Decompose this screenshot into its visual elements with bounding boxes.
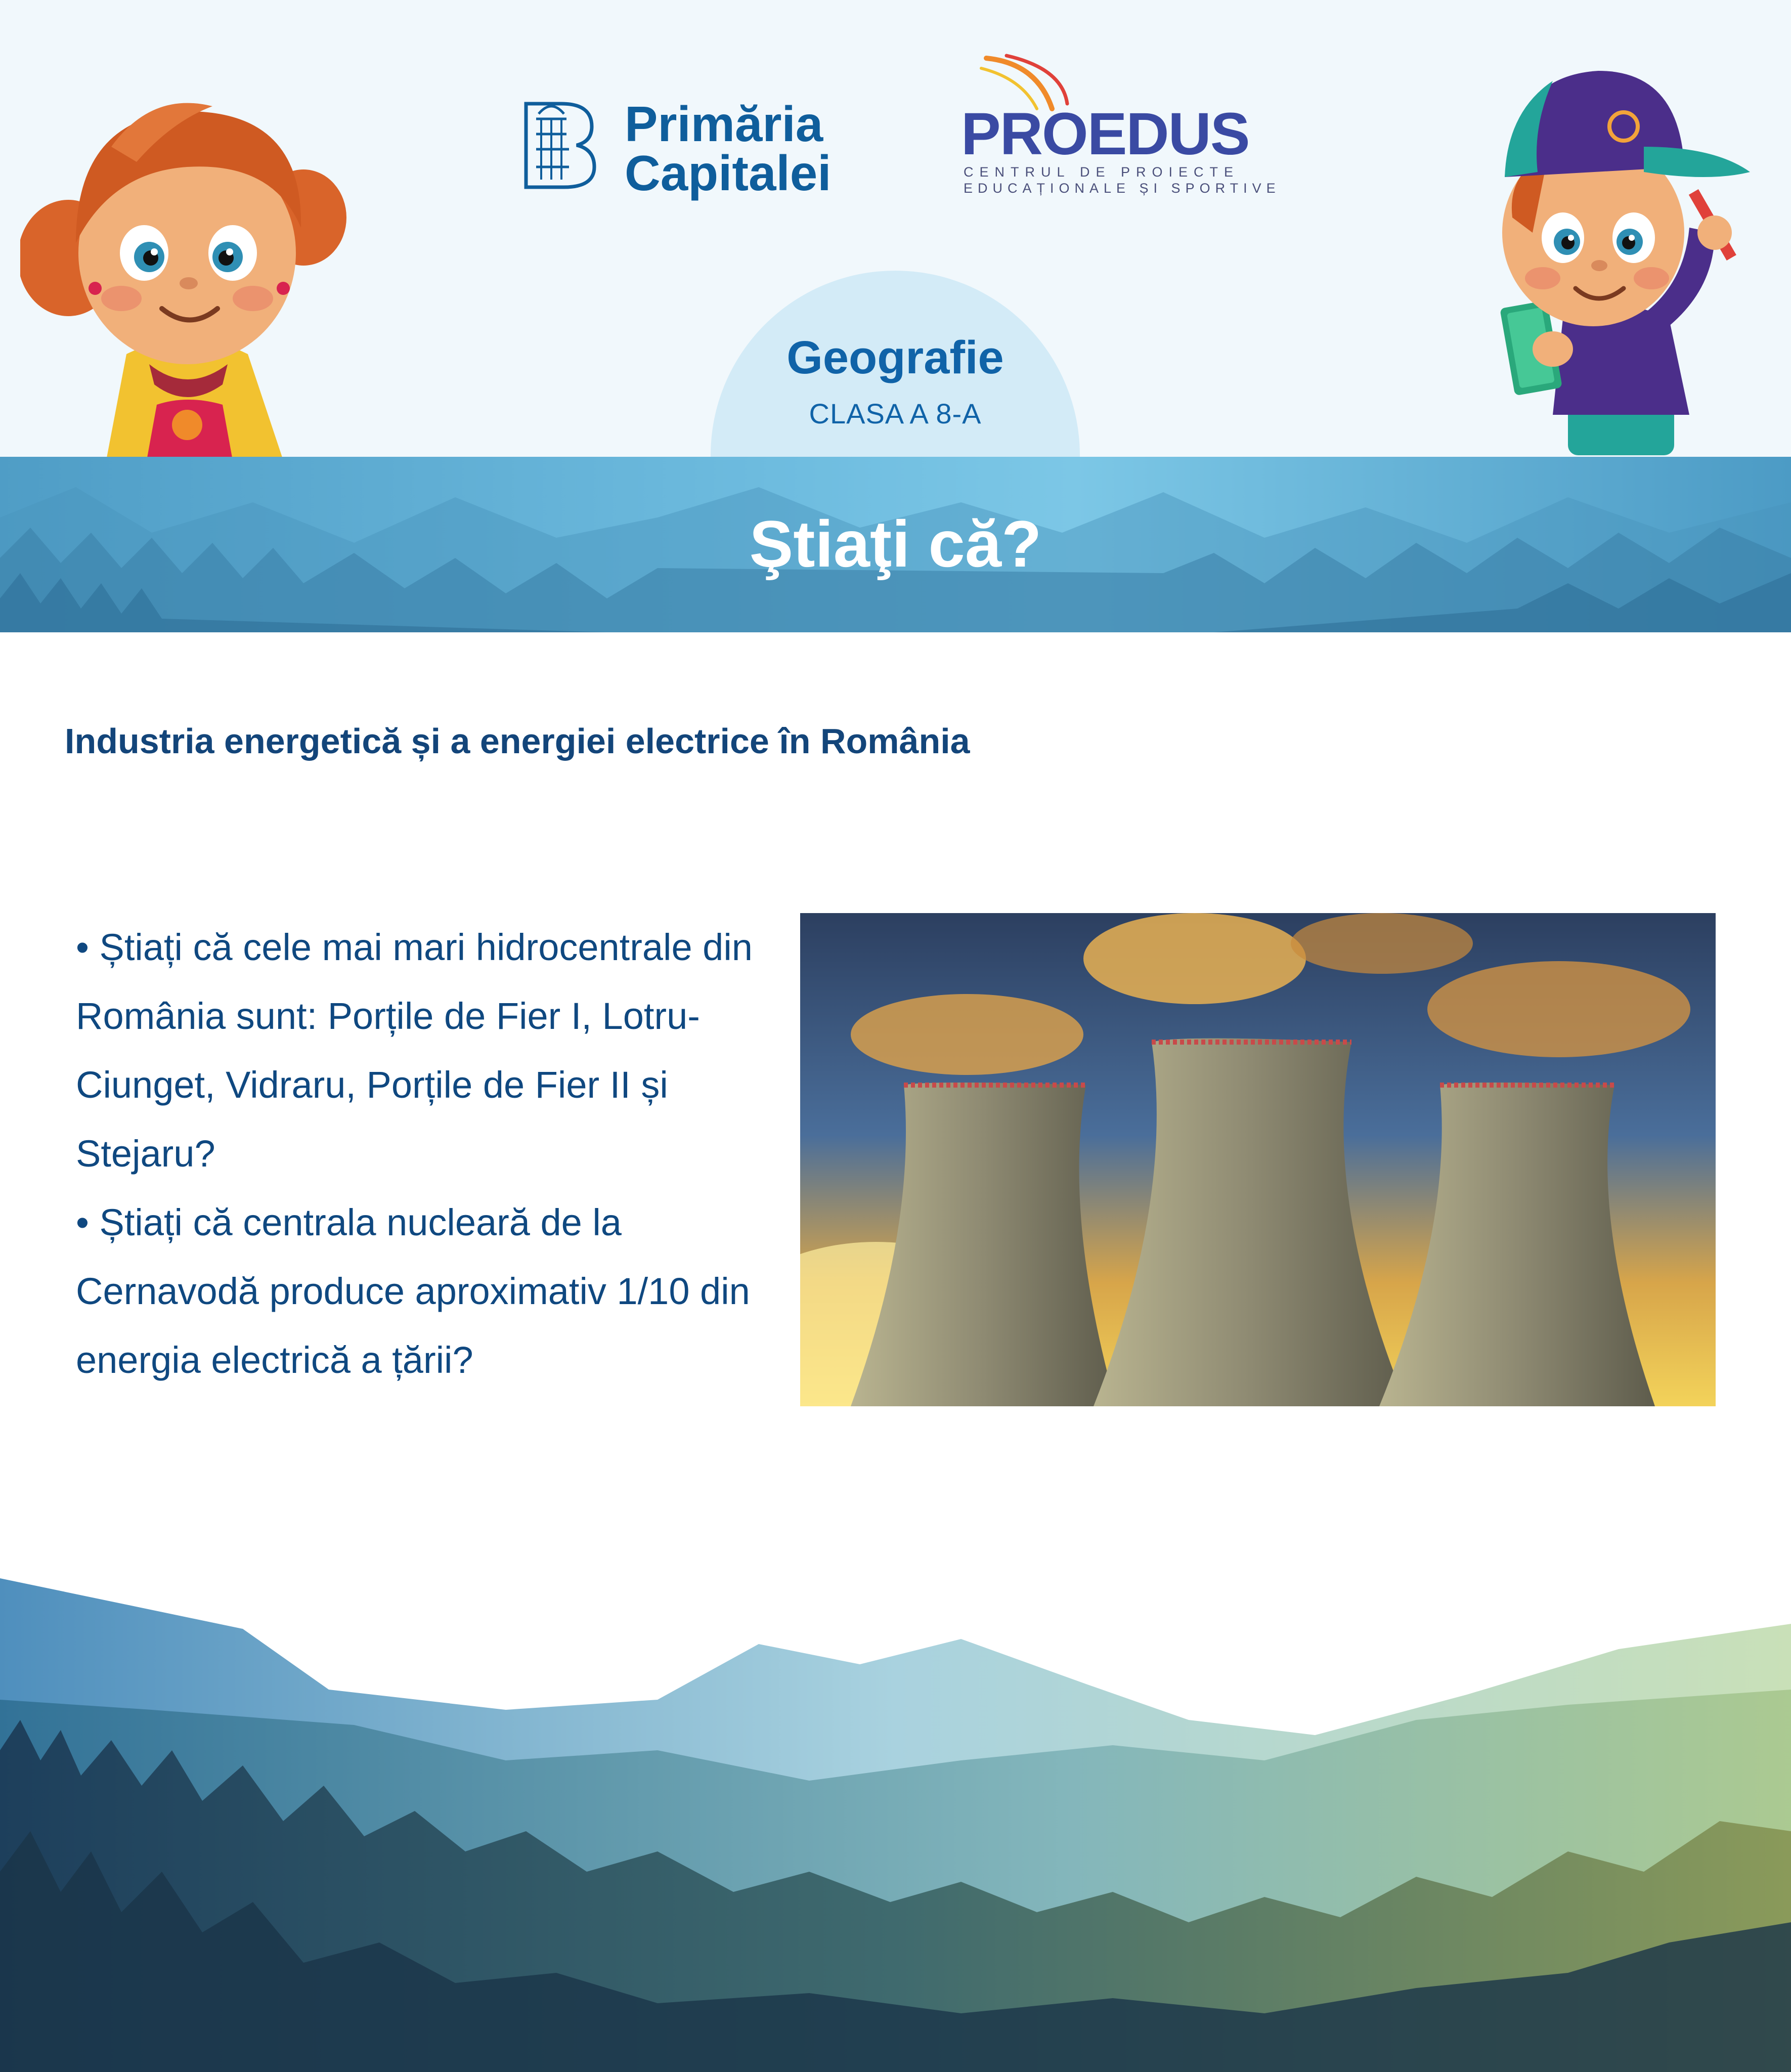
proedus-logo-word: PROEDUS xyxy=(961,101,1249,167)
primaria-logo-line2: Capitalei xyxy=(625,145,832,201)
boy-mascot-illustration xyxy=(1477,51,1760,460)
building-b-icon xyxy=(521,99,597,190)
grade-label: CLASA A 8-A xyxy=(809,398,982,429)
section-heading: Industria energetică și a energiei electrice în România xyxy=(65,721,970,761)
fact-item: • Știați că centrala nucleară de la Cernavodă produce aproximativ 1/10 din energia electrică a țării? xyxy=(76,1201,750,1381)
fact-item: • Știați că cele mai mari hidrocentrale din România sunt: Porțile de Fier I, Lotru-Ciunget, Vidraru, Porțile de Fier II și Stejaru? xyxy=(76,926,753,1175)
mountain-forest-landscape xyxy=(0,1568,1791,2072)
primaria-logo-line1: Primăria xyxy=(625,96,823,152)
banner-title: Ştiaţi că? xyxy=(749,507,1042,581)
proedus-logo xyxy=(961,53,1281,200)
proedus-logo-subtitle-2: EDUCAȚIONALE ȘI SPORTIVE xyxy=(964,181,1281,196)
primaria-capitalei-logo xyxy=(521,96,845,201)
facts-list xyxy=(76,913,774,1395)
girl-mascot-illustration xyxy=(20,61,354,460)
subject-title: Geografie xyxy=(787,332,1004,383)
cooling-towers-photo xyxy=(800,913,1716,1406)
proedus-logo-subtitle-1: CENTRUL DE PROIECTE xyxy=(964,164,1240,180)
